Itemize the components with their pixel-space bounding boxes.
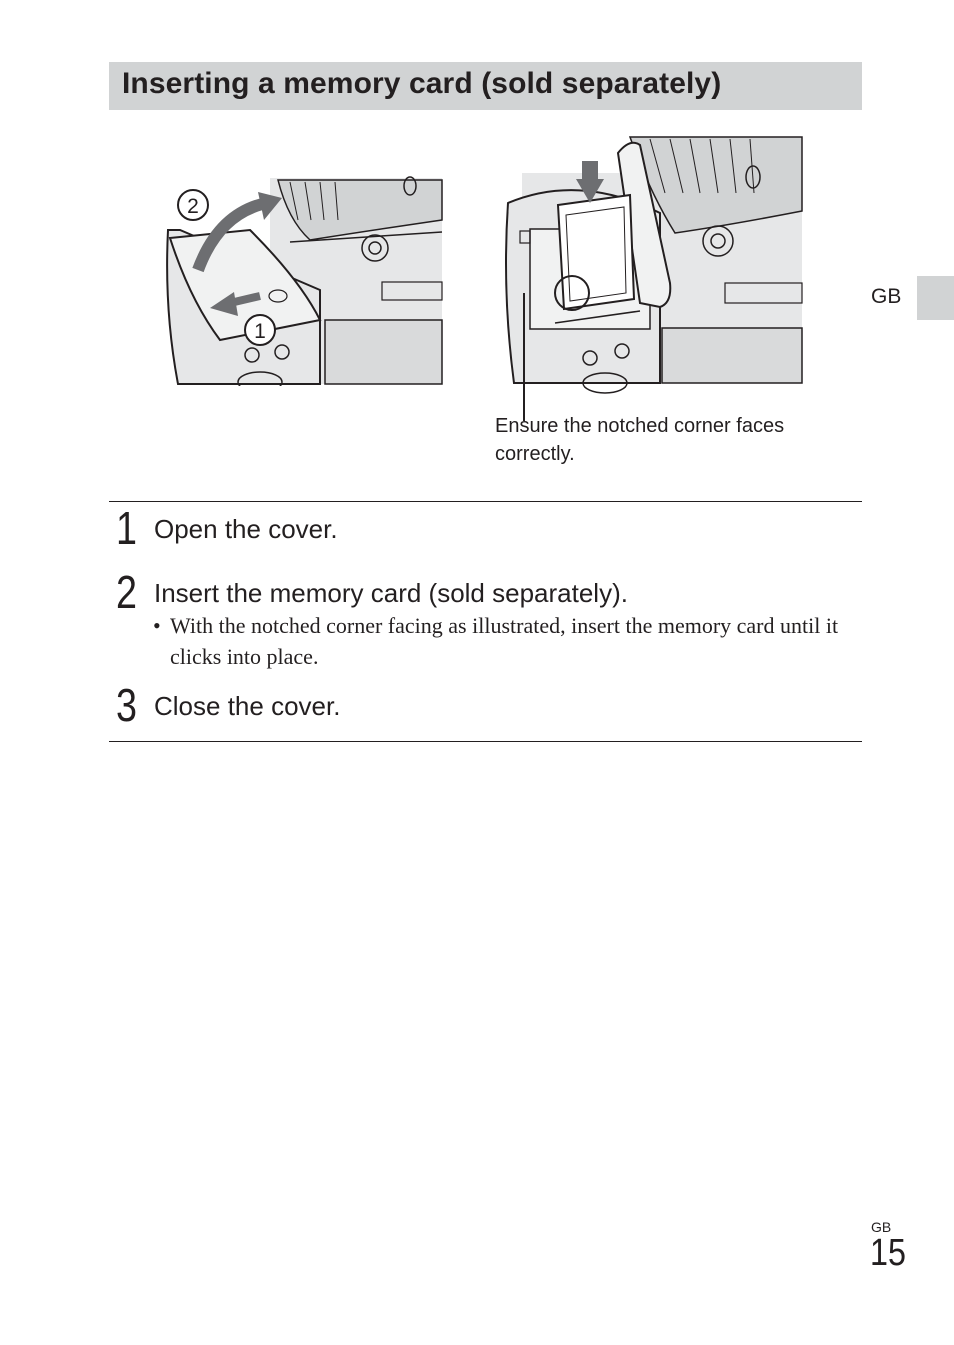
language-tab-label: GB — [871, 285, 902, 308]
camera-open-cover-drawing — [160, 170, 445, 386]
bullet-marker: • — [153, 613, 161, 638]
step-2-note — [153, 610, 843, 672]
page-number: 15 — [870, 1232, 906, 1274]
step-1-text: Open the cover. — [154, 514, 338, 544]
step-3-text: Close the cover. — [154, 691, 341, 721]
section-title-bar — [109, 62, 862, 110]
marker-1-label: 1 — [254, 320, 266, 343]
footer-language: GB — [871, 1219, 892, 1235]
steps-top-rule — [109, 501, 862, 502]
step-1-number: 1 — [116, 502, 137, 554]
notch-caption: Ensure the notched corner faces correctly. — [495, 415, 785, 465]
marker-2-label: 2 — [187, 195, 199, 218]
section-title: Inserting a memory card (sold separately) — [122, 67, 722, 100]
open-cover-illustration — [160, 170, 445, 386]
bullet-text: With the notched corner facing as illustrated, insert the memory card until it clicks into place. — [170, 613, 839, 669]
steps-bottom-rule — [109, 741, 862, 742]
step-2-text: Insert the memory card (sold separately). — [154, 578, 628, 608]
step-3-number: 3 — [116, 679, 137, 731]
camera-insert-card-drawing — [500, 133, 805, 433]
step-2-number: 2 — [116, 566, 137, 618]
language-tab — [917, 276, 954, 320]
insert-card-illustration — [500, 133, 805, 433]
